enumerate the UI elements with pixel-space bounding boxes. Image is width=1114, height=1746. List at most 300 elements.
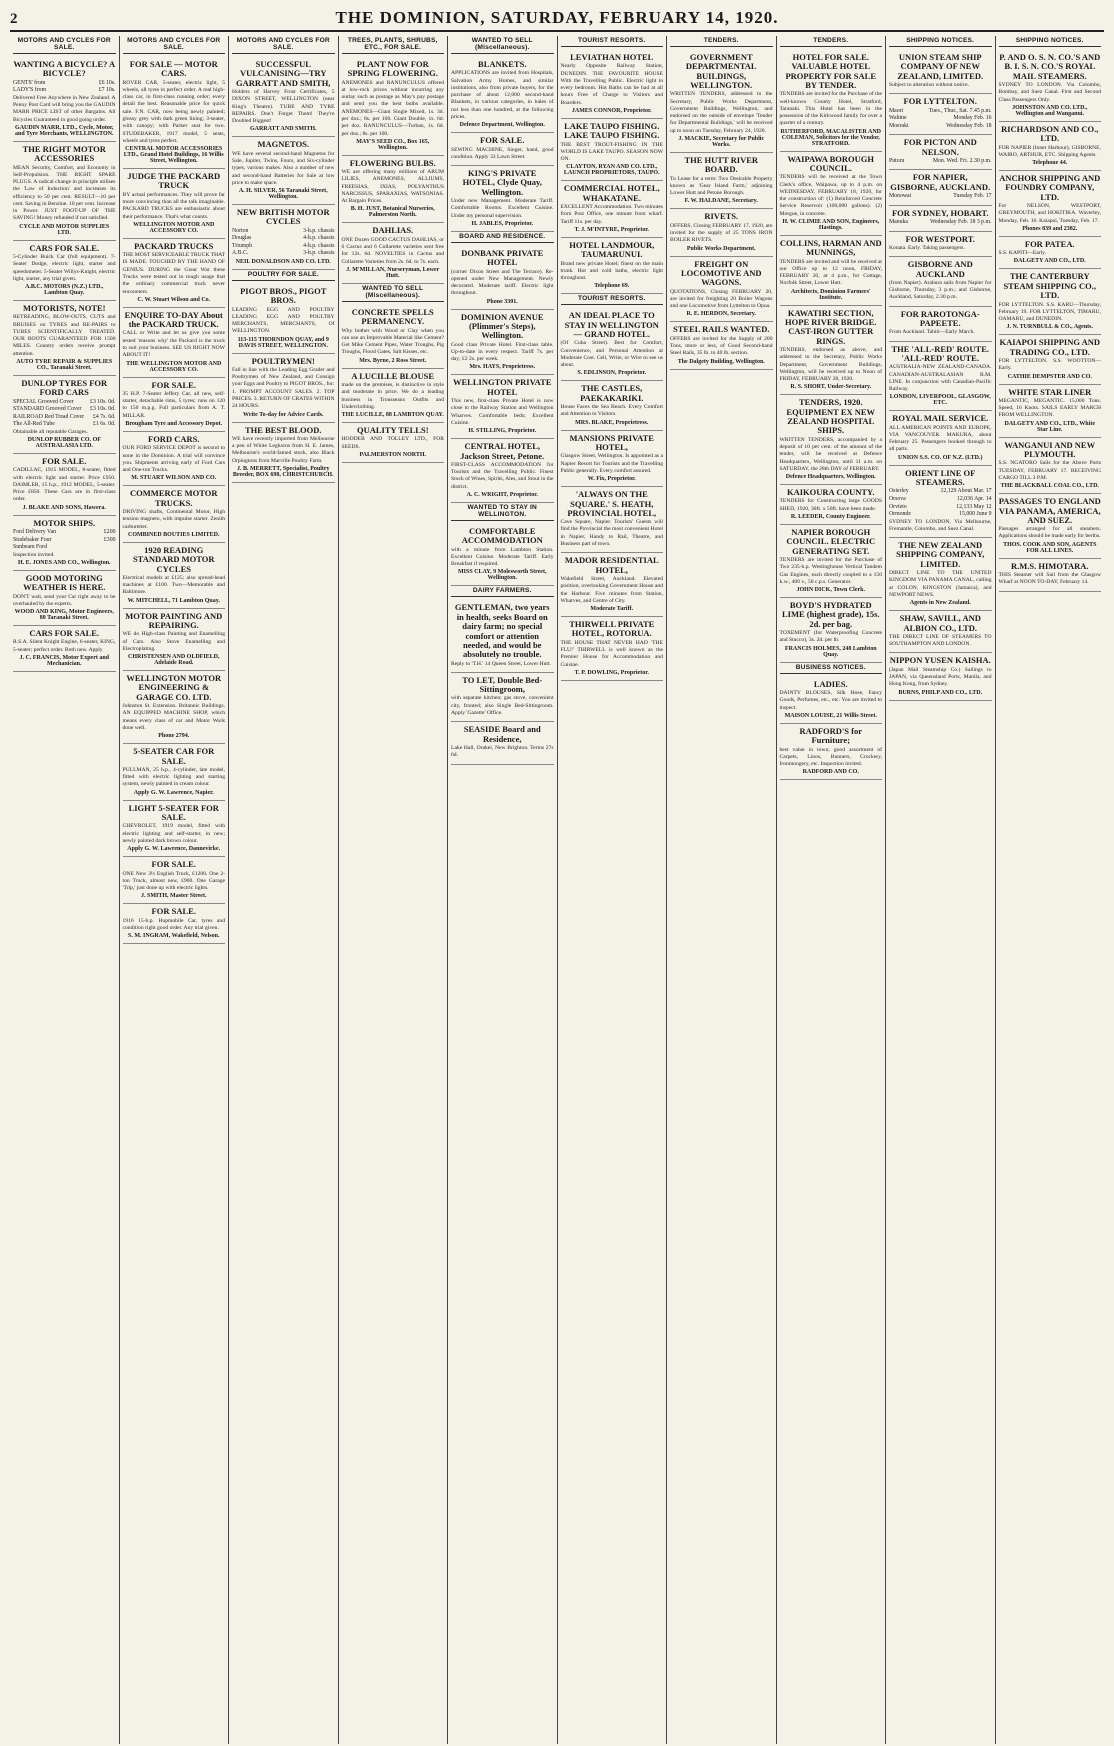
ad-price-line [889, 115, 992, 123]
ad-title: WHITE STAR LINER [1008, 386, 1092, 397]
ad-body: (from Napier). Arahura sails from Napier for Gisborne, Thursday, 3 p.m.; and Gisborne, Auckland, Saturday, 2.30 p.m. [889, 279, 992, 301]
ad-body: ALL AMERICAN POINTS AND EUROPE, VIA VANCOUVER. MAKURA, about February 25. Passengers booked through to all parts. [889, 424, 992, 453]
newspaper-column [886, 36, 996, 1744]
advertisement [780, 50, 883, 152]
ad-body: (Japan Mail Steamship Co.) Sailings to JAPAN, via Queensland Ports, Manila, and Hong Kong, from Sydney. [889, 666, 992, 688]
ad-signature: Defence Headquarters, Wellington. [785, 474, 876, 481]
ad-title: DONBANK PRIVATE HOTEL [461, 247, 544, 268]
ad-signature: JAMES CONNOR, Proprietor. [571, 107, 652, 114]
column-heading: MOTORS AND CYCLES FOR SALE. [232, 36, 335, 54]
ad-title: COLLINS, HARMAN AND MUNNINGS, [779, 237, 882, 258]
advertisement [123, 239, 226, 308]
ad-signature: Architects, Dominion Farmers' Institute. [790, 288, 871, 301]
advertisement [451, 57, 554, 133]
ad-body: DRIVING shafts, Continental Motor, High tension magneto, with impulse starter. Zenith carburetter. [122, 509, 225, 530]
advertisement [780, 677, 883, 724]
ad-line-value: £200 [103, 529, 116, 536]
ad-price-line [889, 496, 992, 504]
ad-title: COMFORTABLE ACCOMMODATION [461, 525, 543, 546]
ad-title: PIGOT BROS., PIGOT BROS. [240, 285, 327, 306]
ad-body: THE BEST TROUT-FISHING IN THE WORLD IS LAKE TAUPO. SEASON NOW ON. [560, 141, 663, 163]
ad-title: GOOD MOTORING WEATHER IS HERE. [23, 572, 106, 593]
ad-title: FOR WESTPORT. [905, 233, 975, 244]
ad-title: HOTEL FOR SALE. VALUABLE HOTEL PROPERTY FOR SALE BY TENDER. [785, 52, 877, 91]
ad-body: WRITTEN TENDERS, addressed to the Secretary, Public Works Department, Government Buildings, Wellington, and endorsed on the outside of envelope 'Tender for Departmental Buildings,' will be received up to noon on Tuesday, February 24, 1920. [670, 91, 773, 134]
ad-signature: Apply G. W. Lawrence, Napier. [133, 789, 214, 796]
advertisement [889, 653, 992, 700]
ad-signature: The Dalgety Building, Wellington. [677, 358, 765, 365]
ad-body: Electrical models at £125; also spread-head machines at £100. Two—Memorable and Baltimore. [122, 574, 225, 596]
ad-body: This new, first-class Private Hotel is now close to the Railway Station and Wellington Wharves. Comfortable beds; Excellent Cuisine. [451, 398, 554, 426]
advertisement [561, 119, 664, 181]
ad-body: Cave Square, Napier. Tourists' Guests will find the Provincial the most convenient Hotel in Napier, Handy to Rail, Theatre, and Business part of town. [560, 519, 663, 548]
ad-body: S.S. NGATORO Sails for the Above Ports TUESDAY, FEBRUARY 17. RECEIVING CARGO TILL 3 P.M. [998, 460, 1101, 481]
advertisement [889, 232, 992, 258]
newspaper-column [777, 36, 887, 1744]
ad-price-line [232, 243, 335, 251]
ad-line-item: RAILROAD Red Tread Cover [13, 413, 85, 420]
advertisement [780, 306, 883, 396]
ad-body: 35 H.P. 7-Seater Jeffery Car, all new, self-starter, detachable rims, 5 tyres; runs on 120 to 150 m.p.g. Full particulars from A. T. MILLAR. [122, 390, 225, 419]
ad-title: FOR SYDNEY, HOBART. [891, 207, 989, 218]
ad-signature: Apply G. W. Lawrence, Dannevirke. [127, 846, 221, 853]
ad-signature: COMBINED BOUTIES LIMITED. [127, 531, 220, 538]
ad-title: FOR SALE. [151, 906, 196, 917]
advertisement [889, 257, 992, 306]
ad-body: Reply to 'T.H.' 14 Queen Street, Lower Hutt. [451, 660, 551, 667]
ad-title: FOR SALE. [480, 135, 525, 146]
column-heading: MOTORS AND CYCLES FOR SALE. [123, 36, 226, 54]
ad-line-item: A.B.C. [232, 250, 249, 257]
ad-line-value: £6 10s. [98, 79, 116, 86]
ad-signature: T. J. M'INTYRE, Proprietor. [574, 226, 649, 233]
newspaper-column [667, 36, 777, 1744]
ad-line-item: LADY'S from [13, 87, 47, 94]
ad-body: OFFERS are invited for the Supply of 200 Tons, more or less, of Good Second-hand Steel Rails, 35 lb. to 40 lb. section. [670, 335, 773, 357]
advertisement [889, 466, 992, 538]
ad-title: THIRWELL PRIVATE HOTEL, ROTORUA. [569, 619, 655, 639]
ad-line-item: Wahine [889, 115, 907, 122]
advertisement [123, 57, 226, 169]
advertisement [13, 516, 116, 571]
ad-price-line [232, 235, 335, 243]
ad-line-value: Tues., Thur., Sat. 7.45 p.m. [928, 107, 992, 114]
ad-body: ONE New 3½ English Truck, £1200. One 2-ton Truck, almost new, £900. One Garage 'Trip,' just done up with electric lights. [122, 870, 225, 892]
ad-title: FOR NAPIER, GISBORNE, AUCKLAND. [890, 172, 991, 192]
ad-body: SYDNEY TO LONDON. Via Colombo, Bombay, and Suez Canal. First and Second Class Passengers Only. [998, 82, 1101, 103]
ad-body: Passages arranged for all steamers. Applications should be made early for berths. [998, 526, 1101, 540]
ad-signature: THE WELLINGTON MOTOR AND ACCESSORY CO. [126, 360, 222, 373]
ad-title: FOR PATEA. [1024, 238, 1075, 249]
ad-title: TO LET, Double Bed-Sittingroom, [462, 674, 543, 695]
advertisement [13, 241, 116, 301]
ad-line-value: Wednesday Feb. 18 [946, 122, 992, 129]
ad-title: JUDGE THE PACKARD TRUCK [127, 171, 221, 191]
column-heading: BOARD AND RESIDENCE. [451, 232, 554, 243]
ad-body: WE do High-class Painting and Enamelling of Cars. Also Stove Enamelling and Electroplating. [122, 631, 225, 652]
advertisement [123, 904, 226, 944]
ad-body: Obtainable all reputable Garages. [13, 428, 88, 435]
column-heading: WANTED TO STAY IN WELLINGTON. [451, 503, 554, 521]
advertisement [13, 571, 116, 626]
ad-title: HOTEL LANDMOUR, TAUMARUNUI. [569, 239, 655, 260]
advertisement [123, 857, 226, 904]
ad-body: MEAN Security, Comfort, and Economy in Self-Propulsion. THE RIGHT SPARE PLUGS. A radical change in principle utilises the 'Law of Induction' and increases its efficiency to 50 per cent. RESULT—10 per cent. Saving in Benzine. 10 per cent. Increase in Power. JUST FOOT-UP OF THE SAVING! Money refunded if not satisfied. [13, 164, 116, 222]
ad-signature: Write To-day for Advice Cards. [242, 411, 324, 418]
ad-title: FORD CARS. [148, 433, 200, 444]
advertisement [999, 335, 1102, 384]
ad-title: A LUCILLE BLOUSE [351, 370, 435, 381]
ad-body: Johnston St. Extension. Britannic Buildings. AN EQUIPPED MACHINE SHOP, which means every class of car and Motor Work done well. [122, 703, 225, 731]
ad-body: R.S.A. Silent Knight Engine, 6-seater, KING, 5-seater; perfect order. Both new. Apply [13, 639, 116, 653]
advertisement [232, 423, 335, 483]
ad-signature: RADFORD AND CO. [802, 769, 859, 776]
ad-body: SEWING MACHINE, Singer, hand, good condition. Apply 33 Lawn Street. [451, 146, 554, 160]
advertisement [123, 432, 226, 486]
advertisement [342, 156, 445, 224]
ad-body: TENDERS are invited for the Purchase of Two 235-h.p. Westinghouse Vertical Tandem Gas Engines, each directly coupled to a 150 k.w., 400 v., 50 c.p.s. Generator. [779, 557, 882, 585]
ad-signature: CENTRAL MOTOR ACCESSORIES LTD., Grand Hotel Buildings, 16 Willis Street, Wellington. [123, 146, 224, 165]
ad-title: DUNLOP TYRES FOR FORD CARS [21, 377, 108, 398]
ad-body: (corner Dixon Street and The Terrace). Re-opened under New Management. Newly decorated. Moderate tariff. Electric light throughout. [451, 268, 554, 297]
column-heading: SHIPPING NOTICES. [889, 36, 992, 47]
ad-body: For NELSON, WESTPORT, GREYMOUTH, and HOKITIKA. Waverley, Monday, Feb. 16. Kaiapoi, Tuesday, Feb. 17. [998, 203, 1101, 224]
ad-line-item: The All-Red Tube [13, 421, 55, 428]
ad-price-line [13, 414, 116, 422]
ad-body: 5-Cylinder Buick Car (full equipment). 7-Seater Dodge, electric light, starter and speedometer. 5-Seater Willys-Knight, electric light, starter, any trial given. [13, 253, 116, 282]
advertisement [780, 236, 883, 306]
column-heading: BUSINESS NOTICES. [780, 663, 883, 674]
ad-body: 1916 15-h.p. Hupmobile Car, tyres and condition right good order. Any trial given. [122, 917, 225, 931]
ad-signature: B. H. JUST, Botanical Nurseries, Palmerston North. [350, 206, 435, 219]
ad-signature: GARRATT AND SMITH. [249, 126, 317, 133]
ad-line-item: Putoru [889, 157, 905, 164]
advertisement [451, 310, 554, 376]
advertisement [889, 206, 992, 232]
ad-title: POULTRYMEN! [251, 355, 315, 366]
ad-signature: J. MACKIE, Secretary for Public Works. [678, 135, 765, 148]
ad-line-value: Wednesday Feb. 18 3 p.m. [929, 219, 992, 226]
advertisement [232, 205, 335, 270]
advertisement [670, 257, 773, 323]
ad-signature: JOHN DICK, Town Clerk. [796, 587, 865, 594]
ad-body: ANEMONES and RANUNCULUS offered at low-rock prices without incurring any outlay such as postage as May's pay postage and send you the best bulbs available. ANEMONES—Giant Single Mixed, 1s. 3d. per doz.; 8s. per 100. Giant Double, 1s. 6d. per doz. RANUNCULUS—Turban, 1s. 6d. per doz.; 8s. per 100. [341, 79, 444, 137]
ad-title: CARS FOR SALE. [29, 242, 100, 253]
column-heading: SHIPPING NOTICES. [999, 36, 1102, 47]
ad-signature: GAUDIN MARR, LTD., Cycle, Motor, and Tyre Merchants, WELLINGTON. [14, 124, 114, 137]
ad-body: WE are offering many millions of ARUM LILIES, ANEMONES, ALLIUMS, FREESIAS, IXIAS, POLYANTHUS NARCISSUS, SPARAXIAS, WATSONIAS. At Bargain Prices. [341, 169, 444, 205]
ad-body: House Faces the Sea Beach. Every Comfort and Attention to Visitors. [560, 404, 663, 418]
ad-signature: A. C. WRIGHT, Proprietor. [466, 491, 538, 498]
advertisement [889, 611, 992, 653]
advertisement [13, 301, 116, 376]
ad-signature: MAISON LOUISE, 21 Willis Street. [784, 712, 877, 719]
advertisement [889, 538, 992, 611]
ad-signature: S. M. INGRAM, Wakefield, Nelson. [128, 933, 220, 940]
ad-title: ROYAL MAIL SERVICE. [892, 413, 989, 424]
ad-signature: 113-115 THORNDON QUAY, and 9 DAVIS STREET, WELLINGTON. [237, 336, 329, 349]
newspaper-column [10, 36, 120, 1744]
ad-signature: THE BLACKBALL COAL CO., LTD. [1000, 483, 1099, 490]
ad-title: RADFORD'S for Furniture; [799, 725, 863, 746]
ad-signature: THOS. COOK AND SON, AGENTS FOR ALL LINES. [1003, 541, 1097, 554]
ad-signature: Public Works Department. [686, 245, 756, 252]
ad-line-value: 4-h.p. chassis [303, 235, 335, 242]
ad-title: FOR RAROTONGA-PAPEETE. [900, 308, 980, 328]
ad-line-item: Norton [232, 227, 249, 234]
ad-body: From Auckland. Tahiti—Early March. [889, 329, 975, 336]
ad-body: APPLICATIONS are invited from Hospitals, Salvation Army Homes, and similar institutions, also from private buyers, for the purchase of about 12,000 second-hand Blankets, in various categories, in bales of not less than one hundred, at the following prices. [451, 70, 554, 120]
ad-body: Under new Management. Moderate Tariff. Comfortable Rooms. Excellent Cuisine. Under my personal supervision. [451, 198, 554, 219]
ad-title: FOR LYTTELTON. [903, 96, 977, 107]
ad-signature: H. W. CLIMIE AND SON, Engineers, Hastings. [782, 218, 880, 231]
ad-body: with separate kitchen; gas stove, convenient city, fronted; also Single Bed-Sittingroom. Apply 'Gazette' Office. [451, 695, 554, 717]
masthead [10, 8, 1104, 32]
ad-signature: J. M'MILLAN, Nurseryman, Lower Hutt. [346, 266, 440, 279]
advertisement [342, 369, 445, 423]
advertisement [999, 50, 1102, 122]
newspaper-column [229, 36, 339, 1744]
ad-title: THE CASTLES, PAEKAKARIKI. [580, 383, 644, 403]
ad-body: ONE Dozen GOOD CACTUS DAHLIAS, or 6 Cactus and 6 Collarette varieties sent free for 12s. 6d. NOVELTIES in Cactus and Collarette Varieties from 2s. 6d. to 7s. each. [341, 236, 444, 265]
newspaper-column [448, 36, 558, 1744]
ad-signature: MRS. BLAKE, Proprietress. [575, 419, 649, 426]
ad-title: NEW BRITISH MOTOR CYCLES [236, 207, 330, 227]
ad-body: CADILLAC, 1915 MODEL, 8-seater, fitted with electric light and starter. Price £950. DAIMLER, 15 h.p., 1912 MODEL, 5-seater. Price £850. These Cars are in first-class order. [13, 467, 116, 503]
advertisement [451, 600, 554, 672]
ad-signature: A. H. SILVER, 56 Taranaki Street, Wellington. [238, 188, 328, 201]
advertisement [451, 375, 554, 439]
ad-signature: FRANCIS HOLMES, 248 Lambton Quay. [784, 645, 877, 658]
ad-signature: W. Fix, Proprietor. [587, 476, 636, 483]
ad-body: HODDER AND TOLLEY LTD., FOR SEEDS. [341, 436, 444, 450]
ad-body: Why bother with Wood or Clay when you can use an Improvable Material like Cement? Get Mike Cement Pipes, Water Troughs, Pig Troughs, Flood Gates, Salt Kisses, etc. [341, 327, 444, 356]
ad-price-line [889, 504, 992, 512]
advertisement [342, 223, 445, 283]
advertisement [123, 744, 226, 800]
ad-title: THE CANTERBURY STEAM SHIPPING CO., LTD. [1003, 271, 1097, 301]
column-heading: DAIRY FARMERS. [451, 586, 554, 597]
ad-line-value: 15,000 June 9 [959, 511, 992, 518]
advertisement [670, 209, 773, 256]
ad-signature: J. C. FRANCIS, Motor Expert and Mechanician. [19, 655, 110, 668]
ad-title: UNION STEAM SHIP COMPANY OF NEW ZEALAND, LIMITED. [897, 52, 984, 81]
ad-line-value: 12,036 Apr. 14 [957, 495, 992, 502]
ad-title: MAGNETOS. [257, 139, 310, 150]
ad-signature: J. BLAKE AND SONS, Hawera. [22, 504, 106, 511]
ad-title: DOMINION AVENUE (Plimmer's Steps), Wellington. [460, 311, 544, 341]
ad-body: TENDERS for Constructing large GOODS SHED, 1920, 30ft. x 50ft. have been made. [779, 498, 882, 512]
ad-signature: M. STUART WILSON AND CO. [131, 475, 217, 482]
ad-price-line [889, 193, 992, 201]
ad-title: LIGHT 5-SEATER FOR SALE. [128, 802, 219, 823]
ad-title: THE NEW ZEALAND SHIPPING COMPANY, LIMITED. [896, 540, 985, 569]
ad-signature: CYCLE AND MOTOR SUPPLIES LTD. [19, 223, 110, 236]
advertisement [451, 673, 554, 722]
ad-line-value: 12,129 About Mar. 17 [940, 488, 992, 495]
advertisement [123, 486, 226, 542]
advertisement [451, 524, 554, 586]
ad-title: BOYD'S HYDRATED LIME (highest grade), 15s. 2d. per bag. [781, 600, 880, 629]
ad-signature: Defence Department, Wellington. [459, 122, 545, 129]
advertisement [561, 487, 664, 553]
ad-line-value: Mon. Wed. Fri. 2.30 p.m. [932, 157, 992, 164]
advertisement [123, 308, 226, 378]
ad-line-item: Triumph [232, 242, 253, 249]
advertisement [451, 722, 554, 764]
ad-body: Subject to alteration without notice. [889, 82, 970, 89]
advertisement [780, 598, 883, 663]
ad-price-line [889, 219, 992, 227]
advertisement [451, 246, 554, 310]
ad-signature: F. W. HALDANE, Secretary. [684, 198, 758, 205]
advertisement [561, 617, 664, 681]
advertisement [999, 122, 1102, 171]
column-heading: TOURIST RESORTS. [561, 294, 664, 305]
advertisement [451, 166, 554, 232]
ad-title: CENTRAL HOTEL, Jackson Street, Petone. [460, 441, 545, 461]
ad-title: FREIGHT ON LOCOMOTIVE AND WAGONS. [680, 258, 762, 288]
ad-signature: H. STILLING, Proprietor. [468, 428, 537, 435]
ad-body: FOR LYTTELTON. S.S. WOOTTON—Early. [998, 358, 1101, 372]
ad-line-value: £3 10s. 0d. [90, 398, 116, 405]
ad-signature: Telephone 69. [594, 283, 630, 290]
ad-signature: MAY'S SEED CO., Box 165, Wellington. [356, 138, 430, 151]
ad-price-line [889, 123, 992, 131]
ad-title: SHAW, SAVILL, AND ALBION CO., LTD. [899, 613, 981, 633]
ad-line-value: 12,133 May 12 [956, 503, 992, 510]
advertisement [232, 284, 335, 354]
ad-title: THE HUTT RIVER BOARD. [684, 154, 759, 175]
ad-signature: J. B. MERRETT, Specialist, Poultry Breeder, BOX 698, CHRISTCHURCH. [232, 465, 334, 478]
ad-title: R.M.S. HIMOTARA. [1010, 560, 1089, 571]
ad-signature: Phones 839 and 2382. [1022, 225, 1078, 232]
advertisement [232, 57, 335, 137]
advertisement [561, 431, 664, 487]
ad-price-line [13, 537, 116, 545]
ad-signature: RUTHERFORD, MACALISTER AND COLEMAN, Solicitors for the Vendor, STRATFORD. [780, 128, 881, 147]
ad-body: OUR FORD SERVICE DEPOT is second to none in the Dominion. A trial will convince you. Shipments arriving early of Ford Cars and One-ton Trucks. [122, 445, 225, 474]
ad-body: Brand new private Hotel; finest on the main trunk. Hot and cold baths, electric light throughout. [560, 260, 663, 282]
ad-body: Delivered Free Anywhere in New Zealand. A Penny Post Card will bring you the GAUDIN MARR PRICE LIST of other Bargains. All Bicycles Guaranteed in good going order. [13, 94, 116, 123]
ad-signature: Mrs. Byrne, 2 Ross Street. [359, 357, 427, 364]
ad-body: FOR NAPIER (Inner Harbour), GISBORNE, WAIRO, ARTHUR, ETC. Shipping Agents. [998, 144, 1101, 158]
ad-line-value: 4-h.p. chassis [303, 242, 335, 249]
ad-signature: BURNS, PHILP AND CO., LTD. [898, 689, 983, 696]
ad-title: GISBORNE AND AUCKLAND [907, 259, 973, 279]
ad-body: S.S. KAPITI—Early. [998, 250, 1046, 257]
ad-signature: Agents in New Zealand. [909, 600, 971, 607]
ad-line-item: Orvieto [889, 503, 907, 510]
ad-line-item: Maori [889, 107, 904, 114]
ad-price-line [13, 421, 116, 429]
ad-body: LEADING EGG AND POULTRY LEADING EGG AND POULTRY MERCHANTS, MERCHANTS, Of WELLINGTON. [232, 306, 335, 335]
ad-title: BLANKETS. [478, 59, 527, 69]
advertisement [780, 485, 883, 525]
ad-title: PLANT NOW FOR SPRING FLOWERING. [347, 59, 438, 79]
ad-line-value: £4 7s. 6d. [92, 413, 116, 420]
ad-body: TENDERS are invited for the Purchase of the well-known County Hotel, Stratford, Taranaki. This Hotel has been in the possession of the Kirkwood family for over a quarter of a century. [779, 91, 882, 127]
ad-line-item: GENTS' from [13, 79, 46, 86]
ad-signature: T. P. DOWLING, Proprietor. [574, 669, 649, 676]
ad-body: Good class Private Hotel. First-class table. Up-to-date in every respect. Tariff 7s. per day; £2 2s. per week. [451, 341, 554, 363]
advertisement [889, 50, 992, 94]
ad-line-item: STANDARD Grooved Cover [13, 406, 82, 413]
advertisement [999, 494, 1102, 559]
newspaper-column [120, 36, 230, 1744]
ad-body: CALL or Write and let us give you some tested 'reasons why' the Packard is the truck to suit your business. SEE US RIGHT NOW ABOUT IT! [122, 330, 225, 359]
ad-title: WELLINGTON MOTOR ENGINEERING & GARAGE CO. LTD. [126, 673, 222, 702]
advertisement [889, 94, 992, 135]
ad-signature: CATHIE DEMPSTER AND CO. [1007, 373, 1092, 380]
ad-title: ANCHOR SHIPPING AND FOUNDRY COMPANY, LTD. [999, 173, 1101, 202]
ad-title: WANGANUI AND NEW PLYMOUTH. [1004, 439, 1096, 460]
ad-body: RETREADING, BLOW-OUTS, CUTS and BRUISES on TYRES and RE-PAIRS to TUBES SCIENTIFICALLY TREATED. OUR BOOTS GUARANTEED FOR 1500 MILES. Country orders receive prompt attention. [13, 314, 116, 357]
ad-title: FOR SALE. [42, 456, 87, 467]
ad-signature: JOHNSTON AND CO. LTD., Wellington and Wanganui. [1012, 104, 1088, 117]
ad-price-line [13, 544, 116, 552]
ad-title: GENTLEMAN, two years in health, seeks Board on dairy farm; no special comfort or attention needed, and would be absolutely no trouble. [454, 602, 550, 660]
ad-price-line [232, 228, 335, 236]
ad-body: To Lease for a term: Two Desirable Property known as 'Gear Island Farm,' adjoining Lower Hutt and Petone Borough. [670, 175, 773, 197]
ad-title: ORIENT LINE OF STEAMERS. [905, 467, 976, 488]
advertisement [999, 438, 1102, 494]
ad-body: PULLMAN, 25 h.p., 4-cylinder, late model, fitted with electric lighting and starting system, newly painted in cream colour. [122, 766, 225, 788]
advertisement [889, 342, 992, 412]
advertisement [561, 181, 664, 237]
ad-title: STEEL RAILS WANTED. [673, 324, 770, 335]
advertisement [889, 135, 992, 170]
ad-title: MOTORISTS, NOTE! [22, 303, 106, 314]
ad-title: MADOR RESIDENTIAL HOTEL, [564, 555, 659, 575]
ad-title: THE BEST BLOOD. [244, 424, 322, 435]
ad-signature: J. SMITH, Master Street. [141, 893, 207, 900]
ad-line-item: Monowai [889, 193, 912, 200]
ad-signature: Telephone 44. [1032, 160, 1068, 167]
ad-body: WE have recently imported from Melbourne a pen of White Leghorns from H. E. James, Melbourne's world-famed stock, also Black Orpingtons from Marville Poultry Farm. [232, 435, 335, 464]
advertisement [780, 525, 883, 598]
ad-title: NAPIER BOROUGH COUNCIL. ELECTRIC GENERATING SET. [786, 527, 876, 556]
ad-body: Wakefield Street, Auckland. Elevated position, overlooking Government House and the Harbour. Five minutes from Station, Wharves, and Centre of City. [560, 575, 663, 604]
ad-title: SEASIDE Board and Residence, [463, 724, 541, 744]
advertisement [889, 411, 992, 465]
column-heading: MOTORS AND CYCLES FOR SALE. [13, 36, 116, 54]
ad-line-value: £7 10s. [98, 87, 116, 94]
ad-title: GOVERNMENT DEPARTMENTAL BUILDINGS, WELLINGTON. [685, 52, 757, 91]
ad-title: RIVETS. [704, 211, 739, 222]
ad-signature: S. EDLINSON, Proprietor. [577, 370, 647, 377]
column-heading: POULTRY FOR SALE. [232, 270, 335, 281]
columns-container [10, 36, 1104, 1744]
ad-body: BY actual performances. They will prove far more convincing than all the talk imaginable. PACKARD TRUCKS are enthusiastic about their performance. That's what counts. [122, 191, 225, 220]
ad-title: FOR SALE — MOTOR CARS. [129, 59, 218, 79]
advertisement [670, 153, 773, 209]
ad-signature: R. LEEDER, County Engineer. [790, 514, 871, 521]
ad-price-line [889, 488, 992, 496]
ad-title: QUALITY TELLS! [356, 425, 429, 436]
ad-body: THIS Steamer will Sail from the Glasgow Wharf at NOON TO-DAY, February 14. [998, 572, 1101, 586]
ad-price-line [232, 250, 335, 258]
ad-line-item: Studebaker Four [13, 536, 52, 543]
ad-line-value: Tuesday Feb. 17 [953, 193, 992, 200]
ad-signature: CHRISTENSEN AND OLDFIELD, Adelaide Road. [127, 654, 220, 667]
ad-body: CHEVROLET, 1919 model, fitted with electric lighting and self-starter, in new; newly painted dark brown colour. [122, 823, 225, 844]
ad-body: Holders of Harvey Frost Certificates, 5 DIXON STREET, WELLINGTON (near King's Theatre). TUBE AND TYRE REPAIRS. Don't Forget Them! They're Doubled Biggest! [232, 89, 335, 125]
ad-signature: MISS CLAY, 9 Molesworth Street, Wellington. [458, 569, 547, 582]
newspaper-column [558, 36, 668, 1744]
advertisement [13, 376, 116, 454]
advertisement [780, 152, 883, 236]
